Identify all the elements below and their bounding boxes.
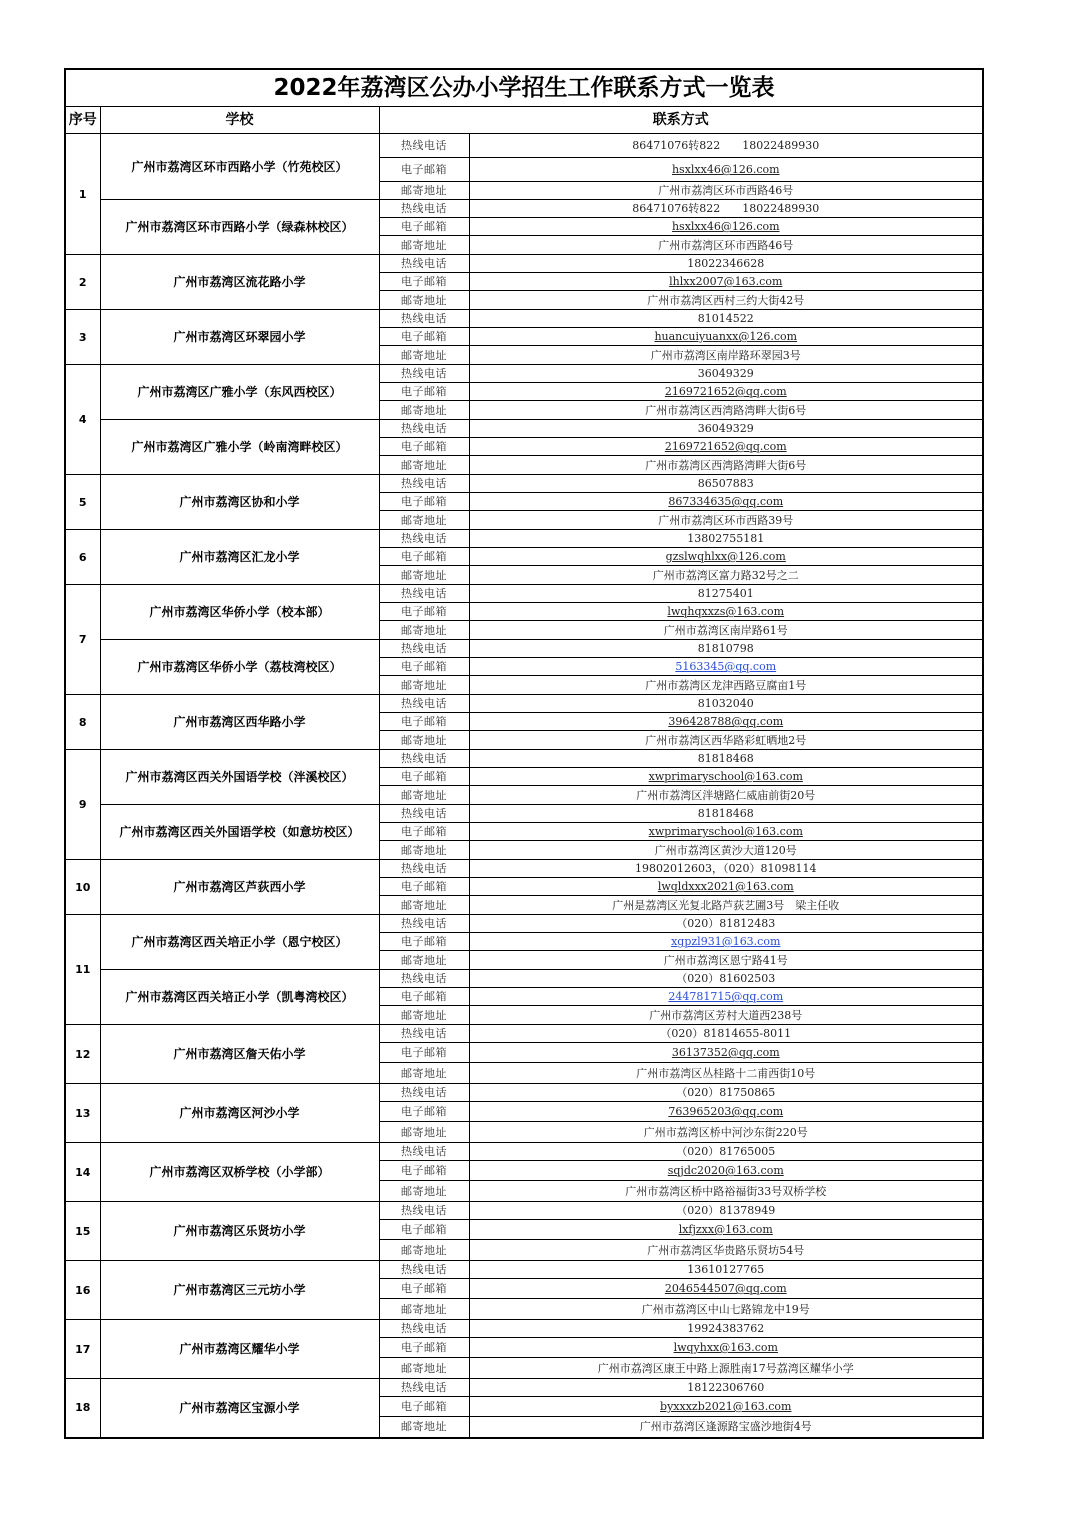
email-value[interactable]: hsxlxx46@126.com [469, 158, 983, 182]
label-address: 邮寄地址 [379, 1299, 469, 1320]
label-phone: 热线电话 [379, 1025, 469, 1043]
phone-value: 13610127765 [469, 1261, 983, 1279]
table-row [65, 1379, 983, 1397]
table-row [65, 134, 983, 158]
label-address: 邮寄地址 [379, 236, 469, 255]
school-name: 广州市荔湾区华侨小学（荔枝湾校区） [100, 640, 379, 695]
seq-number: 10 [65, 860, 100, 915]
label-phone: 热线电话 [379, 200, 469, 218]
school-name: 广州市荔湾区芦荻西小学 [100, 860, 379, 915]
phone-value: 81275401 [469, 585, 983, 603]
label-address: 邮寄地址 [379, 401, 469, 420]
label-email: 电子邮箱 [379, 658, 469, 676]
school-name: 广州市荔湾区流花路小学 [100, 255, 379, 310]
address-value: 广州市荔湾区华贵路乐贤坊54号 [469, 1240, 983, 1261]
school-name: 广州市荔湾区耀华小学 [100, 1320, 379, 1379]
table-row [65, 1143, 983, 1161]
phone-value: 13802755181 [469, 530, 983, 548]
email-value[interactable]: xgpzl931@163.com [469, 933, 983, 951]
seq-number: 8 [65, 695, 100, 750]
school-name: 广州市荔湾区西关培正小学（恩宁校区） [100, 915, 379, 970]
label-email: 电子邮箱 [379, 218, 469, 236]
email-value[interactable]: lxfjzxx@163.com [469, 1220, 983, 1240]
label-phone: 热线电话 [379, 695, 469, 713]
label-phone: 热线电话 [379, 750, 469, 768]
label-address: 邮寄地址 [379, 511, 469, 530]
email-value[interactable]: 36137352@qq.com [469, 1043, 983, 1063]
label-address: 邮寄地址 [379, 291, 469, 310]
address-value: 广州市荔湾区康王中路上源胜南17号荔湾区耀华小学 [469, 1358, 983, 1379]
address-value: 广州市荔湾区丛桂路十二甫西街10号 [469, 1063, 983, 1084]
email-value[interactable]: sqjdc2020@163.com [469, 1161, 983, 1181]
table-row [65, 860, 983, 878]
label-address: 邮寄地址 [379, 346, 469, 365]
seq-number: 18 [65, 1379, 100, 1438]
label-email: 电子邮箱 [379, 1397, 469, 1417]
label-phone: 热线电话 [379, 1320, 469, 1338]
label-phone: 热线电话 [379, 860, 469, 878]
seq-number: 12 [65, 1025, 100, 1084]
address-value: 广州市荔湾区西湾路湾畔大街6号 [469, 401, 983, 420]
label-address: 邮寄地址 [379, 1417, 469, 1438]
table-row [65, 585, 983, 603]
school-name: 广州市荔湾区华侨小学（校本部） [100, 585, 379, 640]
phone-value: 86471076转822 18022489930 [469, 200, 983, 218]
label-address: 邮寄地址 [379, 1240, 469, 1261]
address-value: 广州市荔湾区泮塘路仁威庙前街20号 [469, 786, 983, 805]
email-value[interactable]: 2169721652@qq.com [469, 438, 983, 456]
page-title: 2022年荔湾区公办小学招生工作联系方式一览表 [65, 69, 983, 107]
email-value[interactable]: byxxxzb2021@163.com [469, 1397, 983, 1417]
email-value[interactable]: lhlxx2007@163.com [469, 273, 983, 291]
seq-number: 2 [65, 255, 100, 310]
phone-value: 81014522 [469, 310, 983, 328]
seq-number: 16 [65, 1261, 100, 1320]
address-value: 广州市荔湾区南岸路环翠园3号 [469, 346, 983, 365]
label-email: 电子邮箱 [379, 768, 469, 786]
phone-value: 36049329 [469, 365, 983, 383]
school-name: 广州市荔湾区环市西路小学（绿森林校区） [100, 200, 379, 255]
header-seq: 序号 [65, 107, 100, 134]
table-row [65, 1261, 983, 1279]
table-row [65, 420, 983, 438]
label-address: 邮寄地址 [379, 621, 469, 640]
email-value[interactable]: 2046544507@qq.com [469, 1279, 983, 1299]
address-value: 广州市荔湾区黄沙大道120号 [469, 841, 983, 860]
label-email: 电子邮箱 [379, 1102, 469, 1122]
label-phone: 热线电话 [379, 805, 469, 823]
address-value: 广州市荔湾区环市西路46号 [469, 182, 983, 200]
address-value: 广州市荔湾区恩宁路41号 [469, 951, 983, 970]
school-name: 广州市荔湾区协和小学 [100, 475, 379, 530]
table-row [65, 1084, 983, 1102]
label-address: 邮寄地址 [379, 1358, 469, 1379]
phone-value: 81810798 [469, 640, 983, 658]
label-phone: 热线电话 [379, 1261, 469, 1279]
address-value: 广州市荔湾区逢源路宝盛沙地街4号 [469, 1417, 983, 1438]
email-value[interactable]: 5163345@qq.com [469, 658, 983, 676]
phone-value: 36049329 [469, 420, 983, 438]
header-contact: 联系方式 [379, 107, 983, 134]
school-name: 广州市荔湾区西关培正小学（凯粤湾校区） [100, 970, 379, 1025]
email-value[interactable]: 244781715@qq.com [469, 988, 983, 1006]
label-address: 邮寄地址 [379, 731, 469, 750]
phone-value: 81818468 [469, 805, 983, 823]
seq-number: 4 [65, 365, 100, 475]
label-phone: 热线电话 [379, 1143, 469, 1161]
seq-number: 3 [65, 310, 100, 365]
seq-number: 15 [65, 1202, 100, 1261]
address-value: 广州市荔湾区中山七路锦龙中19号 [469, 1299, 983, 1320]
table-row [65, 255, 983, 273]
email-value[interactable]: lwqldxxx2021@163.com [469, 878, 983, 896]
label-phone: 热线电话 [379, 1202, 469, 1220]
email-value[interactable]: huancuiyuanxx@126.com [469, 328, 983, 346]
label-email: 电子邮箱 [379, 1338, 469, 1358]
contact-table [64, 68, 984, 1439]
school-name: 广州市荔湾区乐贤坊小学 [100, 1202, 379, 1261]
email-value[interactable]: xwprimaryschool@163.com [469, 768, 983, 786]
label-email: 电子邮箱 [379, 1043, 469, 1063]
table-row [65, 310, 983, 328]
label-address: 邮寄地址 [379, 951, 469, 970]
table-row [65, 970, 983, 988]
table-row [65, 750, 983, 768]
address-value: 广州市荔湾区富力路32号之二 [469, 566, 983, 585]
phone-value: 86471076转822 18022489930 [469, 134, 983, 158]
label-phone: 热线电话 [379, 970, 469, 988]
seq-number: 13 [65, 1084, 100, 1143]
label-email: 电子邮箱 [379, 1220, 469, 1240]
label-email: 电子邮箱 [379, 603, 469, 621]
seq-number: 14 [65, 1143, 100, 1202]
table-row [65, 475, 983, 493]
label-address: 邮寄地址 [379, 182, 469, 200]
seq-number: 5 [65, 475, 100, 530]
email-value[interactable]: hsxlxx46@126.com [469, 218, 983, 236]
label-email: 电子邮箱 [379, 713, 469, 731]
school-name: 广州市荔湾区双桥学校（小学部） [100, 1143, 379, 1202]
seq-number: 9 [65, 750, 100, 860]
table-row [65, 365, 983, 383]
label-address: 邮寄地址 [379, 1006, 469, 1025]
phone-value: 86507883 [469, 475, 983, 493]
label-phone: 热线电话 [379, 310, 469, 328]
address-value: 广州市荔湾区桥中路裕福街33号双桥学校 [469, 1181, 983, 1202]
seq-number: 11 [65, 915, 100, 1025]
address-value: 广州市荔湾区西村三约大街42号 [469, 291, 983, 310]
label-email: 电子邮箱 [379, 933, 469, 951]
label-email: 电子邮箱 [379, 438, 469, 456]
label-email: 电子邮箱 [379, 383, 469, 401]
label-address: 邮寄地址 [379, 841, 469, 860]
school-name: 广州市荔湾区西关外国语学校（泮溪校区） [100, 750, 379, 805]
label-phone: 热线电话 [379, 420, 469, 438]
label-email: 电子邮箱 [379, 988, 469, 1006]
label-email: 电子邮箱 [379, 493, 469, 511]
phone-value: （020）81378949 [469, 1202, 983, 1220]
address-value: 广州市荔湾区西华路彩虹晒地2号 [469, 731, 983, 750]
school-name: 广州市荔湾区西关外国语学校（如意坊校区） [100, 805, 379, 860]
address-value: 广州市荔湾区环市西路46号 [469, 236, 983, 255]
label-address: 邮寄地址 [379, 786, 469, 805]
address-value: 广州市荔湾区西湾路湾畔大街6号 [469, 456, 983, 475]
school-name: 广州市荔湾区汇龙小学 [100, 530, 379, 585]
label-email: 电子邮箱 [379, 158, 469, 182]
label-phone: 热线电话 [379, 640, 469, 658]
label-address: 邮寄地址 [379, 896, 469, 915]
email-value[interactable]: lwqyhxx@163.com [469, 1338, 983, 1358]
table-row [65, 805, 983, 823]
phone-value: 19924383762 [469, 1320, 983, 1338]
phone-value: （020）81765005 [469, 1143, 983, 1161]
label-email: 电子邮箱 [379, 1279, 469, 1299]
table-row [65, 695, 983, 713]
school-name: 广州市荔湾区三元坊小学 [100, 1261, 379, 1320]
email-value[interactable]: xwprimaryschool@163.com [469, 823, 983, 841]
table-row [65, 200, 983, 218]
label-address: 邮寄地址 [379, 566, 469, 585]
table-row [65, 530, 983, 548]
label-address: 邮寄地址 [379, 676, 469, 695]
school-name: 广州市荔湾区河沙小学 [100, 1084, 379, 1143]
table-row [65, 1320, 983, 1338]
phone-value: 81818468 [469, 750, 983, 768]
seq-number: 17 [65, 1320, 100, 1379]
phone-value: 18122306760 [469, 1379, 983, 1397]
school-name: 广州市荔湾区环翠园小学 [100, 310, 379, 365]
label-address: 邮寄地址 [379, 1122, 469, 1143]
label-email: 电子邮箱 [379, 273, 469, 291]
label-phone: 热线电话 [379, 915, 469, 933]
label-address: 邮寄地址 [379, 1181, 469, 1202]
email-value[interactable]: 763965203@qq.com [469, 1102, 983, 1122]
school-name: 广州市荔湾区环市西路小学（竹苑校区） [100, 134, 379, 200]
label-phone: 热线电话 [379, 1084, 469, 1102]
label-phone: 热线电话 [379, 255, 469, 273]
phone-value: （020）81750865 [469, 1084, 983, 1102]
school-name: 广州市荔湾区西华路小学 [100, 695, 379, 750]
email-value[interactable]: 2169721652@qq.com [469, 383, 983, 401]
seq-number: 1 [65, 134, 100, 255]
address-value: 广州市荔湾区桥中河沙东街220号 [469, 1122, 983, 1143]
school-name: 广州市荔湾区广雅小学（东风西校区） [100, 365, 379, 420]
school-name: 广州市荔湾区广雅小学（岭南湾畔校区） [100, 420, 379, 475]
email-value[interactable]: lwqhqxxzs@163.com [469, 603, 983, 621]
address-value: 广州是荔湾区光复北路芦荻艺圃3号 梁主任收 [469, 896, 983, 915]
phone-value: （020）81602503 [469, 970, 983, 988]
label-phone: 热线电话 [379, 1379, 469, 1397]
phone-value: （020）81814655-8011 [469, 1025, 983, 1043]
phone-value: 19802012603，（020）81098114 [469, 860, 983, 878]
phone-value: 81032040 [469, 695, 983, 713]
address-value: 广州市荔湾区龙津西路豆腐亩1号 [469, 676, 983, 695]
label-email: 电子邮箱 [379, 878, 469, 896]
label-phone: 热线电话 [379, 475, 469, 493]
seq-number: 7 [65, 585, 100, 695]
address-value: 广州市荔湾区南岸路61号 [469, 621, 983, 640]
table-row [65, 1202, 983, 1220]
label-email: 电子邮箱 [379, 1161, 469, 1181]
school-name: 广州市荔湾区宝源小学 [100, 1379, 379, 1438]
label-phone: 热线电话 [379, 134, 469, 158]
table-row [65, 915, 983, 933]
email-value[interactable]: 867334635@qq.com [469, 493, 983, 511]
address-value: 广州市荔湾区芳村大道西238号 [469, 1006, 983, 1025]
phone-value: （020）81812483 [469, 915, 983, 933]
label-phone: 热线电话 [379, 530, 469, 548]
email-value[interactable]: gzslwqhlxx@126.com [469, 548, 983, 566]
email-value[interactable]: 396428788@qq.com [469, 713, 983, 731]
label-email: 电子邮箱 [379, 328, 469, 346]
label-phone: 热线电话 [379, 365, 469, 383]
address-value: 广州市荔湾区环市西路39号 [469, 511, 983, 530]
label-address: 邮寄地址 [379, 456, 469, 475]
table-row [65, 1025, 983, 1043]
school-name: 广州市荔湾区詹天佑小学 [100, 1025, 379, 1084]
header-school: 学校 [100, 107, 379, 134]
label-phone: 热线电话 [379, 585, 469, 603]
label-email: 电子邮箱 [379, 823, 469, 841]
label-email: 电子邮箱 [379, 548, 469, 566]
phone-value: 18022346628 [469, 255, 983, 273]
seq-number: 6 [65, 530, 100, 585]
table-row [65, 640, 983, 658]
label-address: 邮寄地址 [379, 1063, 469, 1084]
